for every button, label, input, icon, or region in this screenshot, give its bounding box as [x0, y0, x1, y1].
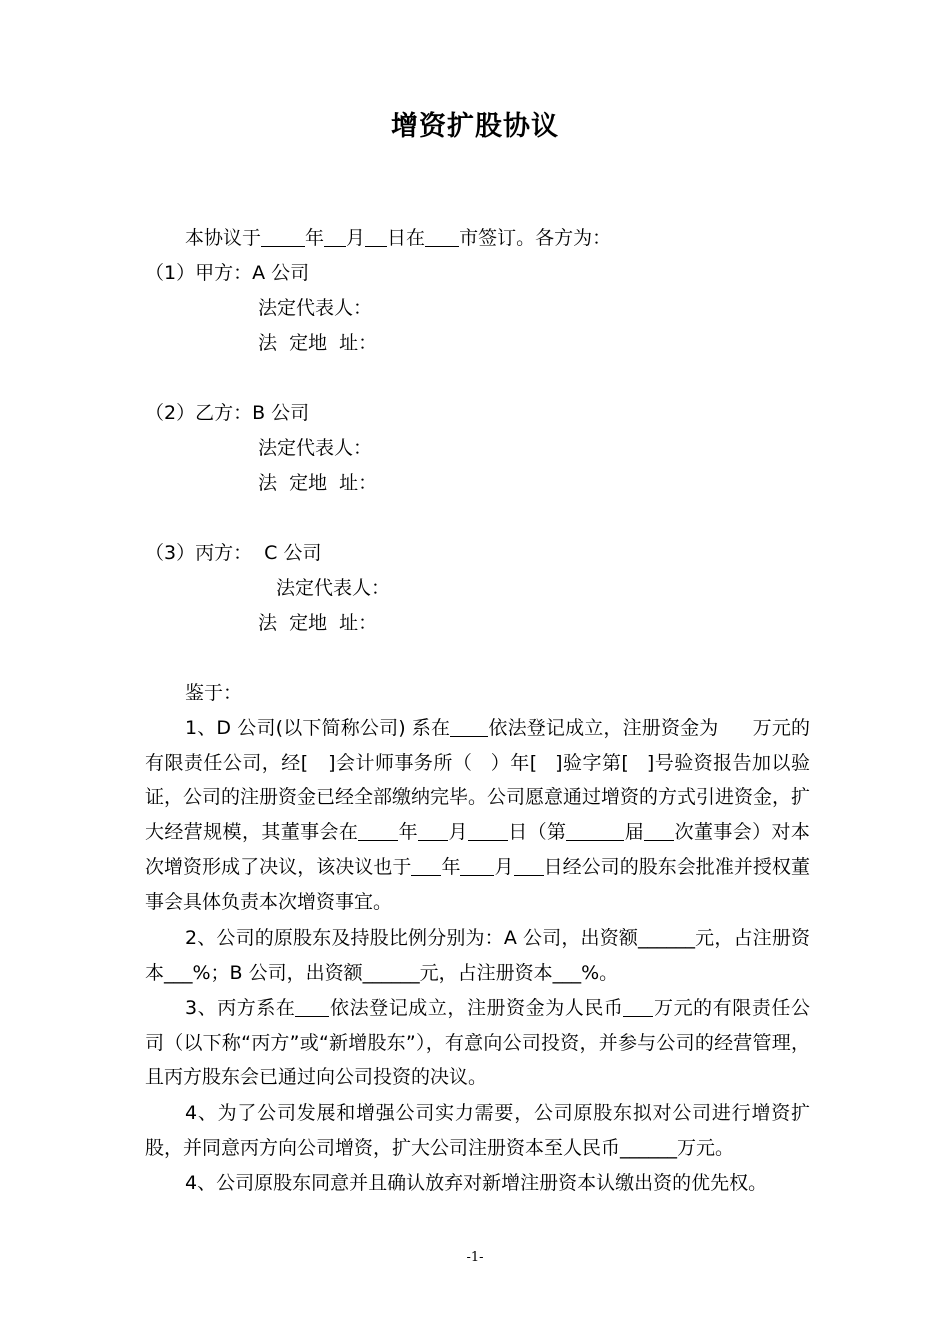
party-c-address: 法 定地 址： [258, 612, 378, 634]
page-number: -1- [466, 1250, 484, 1265]
party-c-representative: 法定代表人： [276, 577, 391, 599]
intro-city: 市签订。各方为： [459, 227, 612, 249]
blank-year [261, 224, 305, 247]
clause-1: 1、D 公司(以下简称公司) 系在 依法登记成立，注册资金为 万元的有限责任公司，经[ ]会计师事务所（ ）年[ ]验字第[ ]号验资报告加以验证，公司的注册资金已经全部缴纳完毕。公司愿意通过增资的方式引进资金，扩大经营规模，其董事会在 年 月 日（第 届 次董事会）对本次增资形成了决议，该决议也于 年 月 日经公司的股东会批准并授权董事会具体负责本次增资事宜。 [145, 711, 810, 919]
clause-2: 2、公司的原股东及持股比例分别为：A 公司，出资额______元，占注册资本___%；B 公司，出资额______元，占注册资本___%。 [145, 927, 810, 984]
blank [411, 853, 441, 876]
whereas-heading: 鉴于： [185, 682, 243, 704]
blank [418, 818, 448, 841]
blank [623, 994, 653, 1017]
party-b-representative: 法定代表人： [258, 437, 373, 459]
intro-lead: 本协议于 [185, 227, 262, 249]
blank [450, 714, 488, 737]
blank [514, 853, 544, 876]
clause-4: 4、为了公司发展和增强公司实力需要，公司原股东拟对公司进行增资扩股，并同意丙方向公司增资，扩大公司注册资本至人民币______万元。 [145, 1102, 810, 1159]
blank [566, 818, 624, 841]
blank [644, 818, 674, 841]
blank-city [425, 224, 459, 247]
blank [358, 818, 398, 841]
party-b-label: （2）乙方：B 公司 [145, 402, 310, 424]
intro-year: 年 [305, 227, 325, 249]
blank [468, 818, 508, 841]
clause-5: 4、公司原股东同意并且确认放弃对新增注册资本认缴出资的优先权。 [185, 1172, 768, 1194]
blank-day [365, 224, 387, 247]
intro-day: 日在 [387, 227, 426, 249]
party-c-label: （3）丙方： C 公司 [145, 542, 322, 564]
clause-3: 3、丙方系在 依法登记成立，注册资金为人民币 万元的有限责任公司（以下称“丙方”或“新增股东”），有意向公司投资，并参与公司的经营管理，且丙方股东会已通过向公司投资的决议。 [145, 991, 810, 1095]
party-a-representative: 法定代表人： [258, 297, 373, 319]
blank-month [324, 224, 346, 247]
party-b-address: 法 定地 址： [258, 472, 378, 494]
document-title: 增资扩股协议 [391, 111, 559, 142]
intro-month: 月 [346, 227, 366, 249]
signing-line [185, 223, 611, 253]
blank [295, 994, 329, 1017]
blank [460, 853, 494, 876]
party-a-label: （1）甲方：A 公司 [145, 262, 310, 284]
party-a-address: 法 定地 址： [258, 332, 378, 354]
